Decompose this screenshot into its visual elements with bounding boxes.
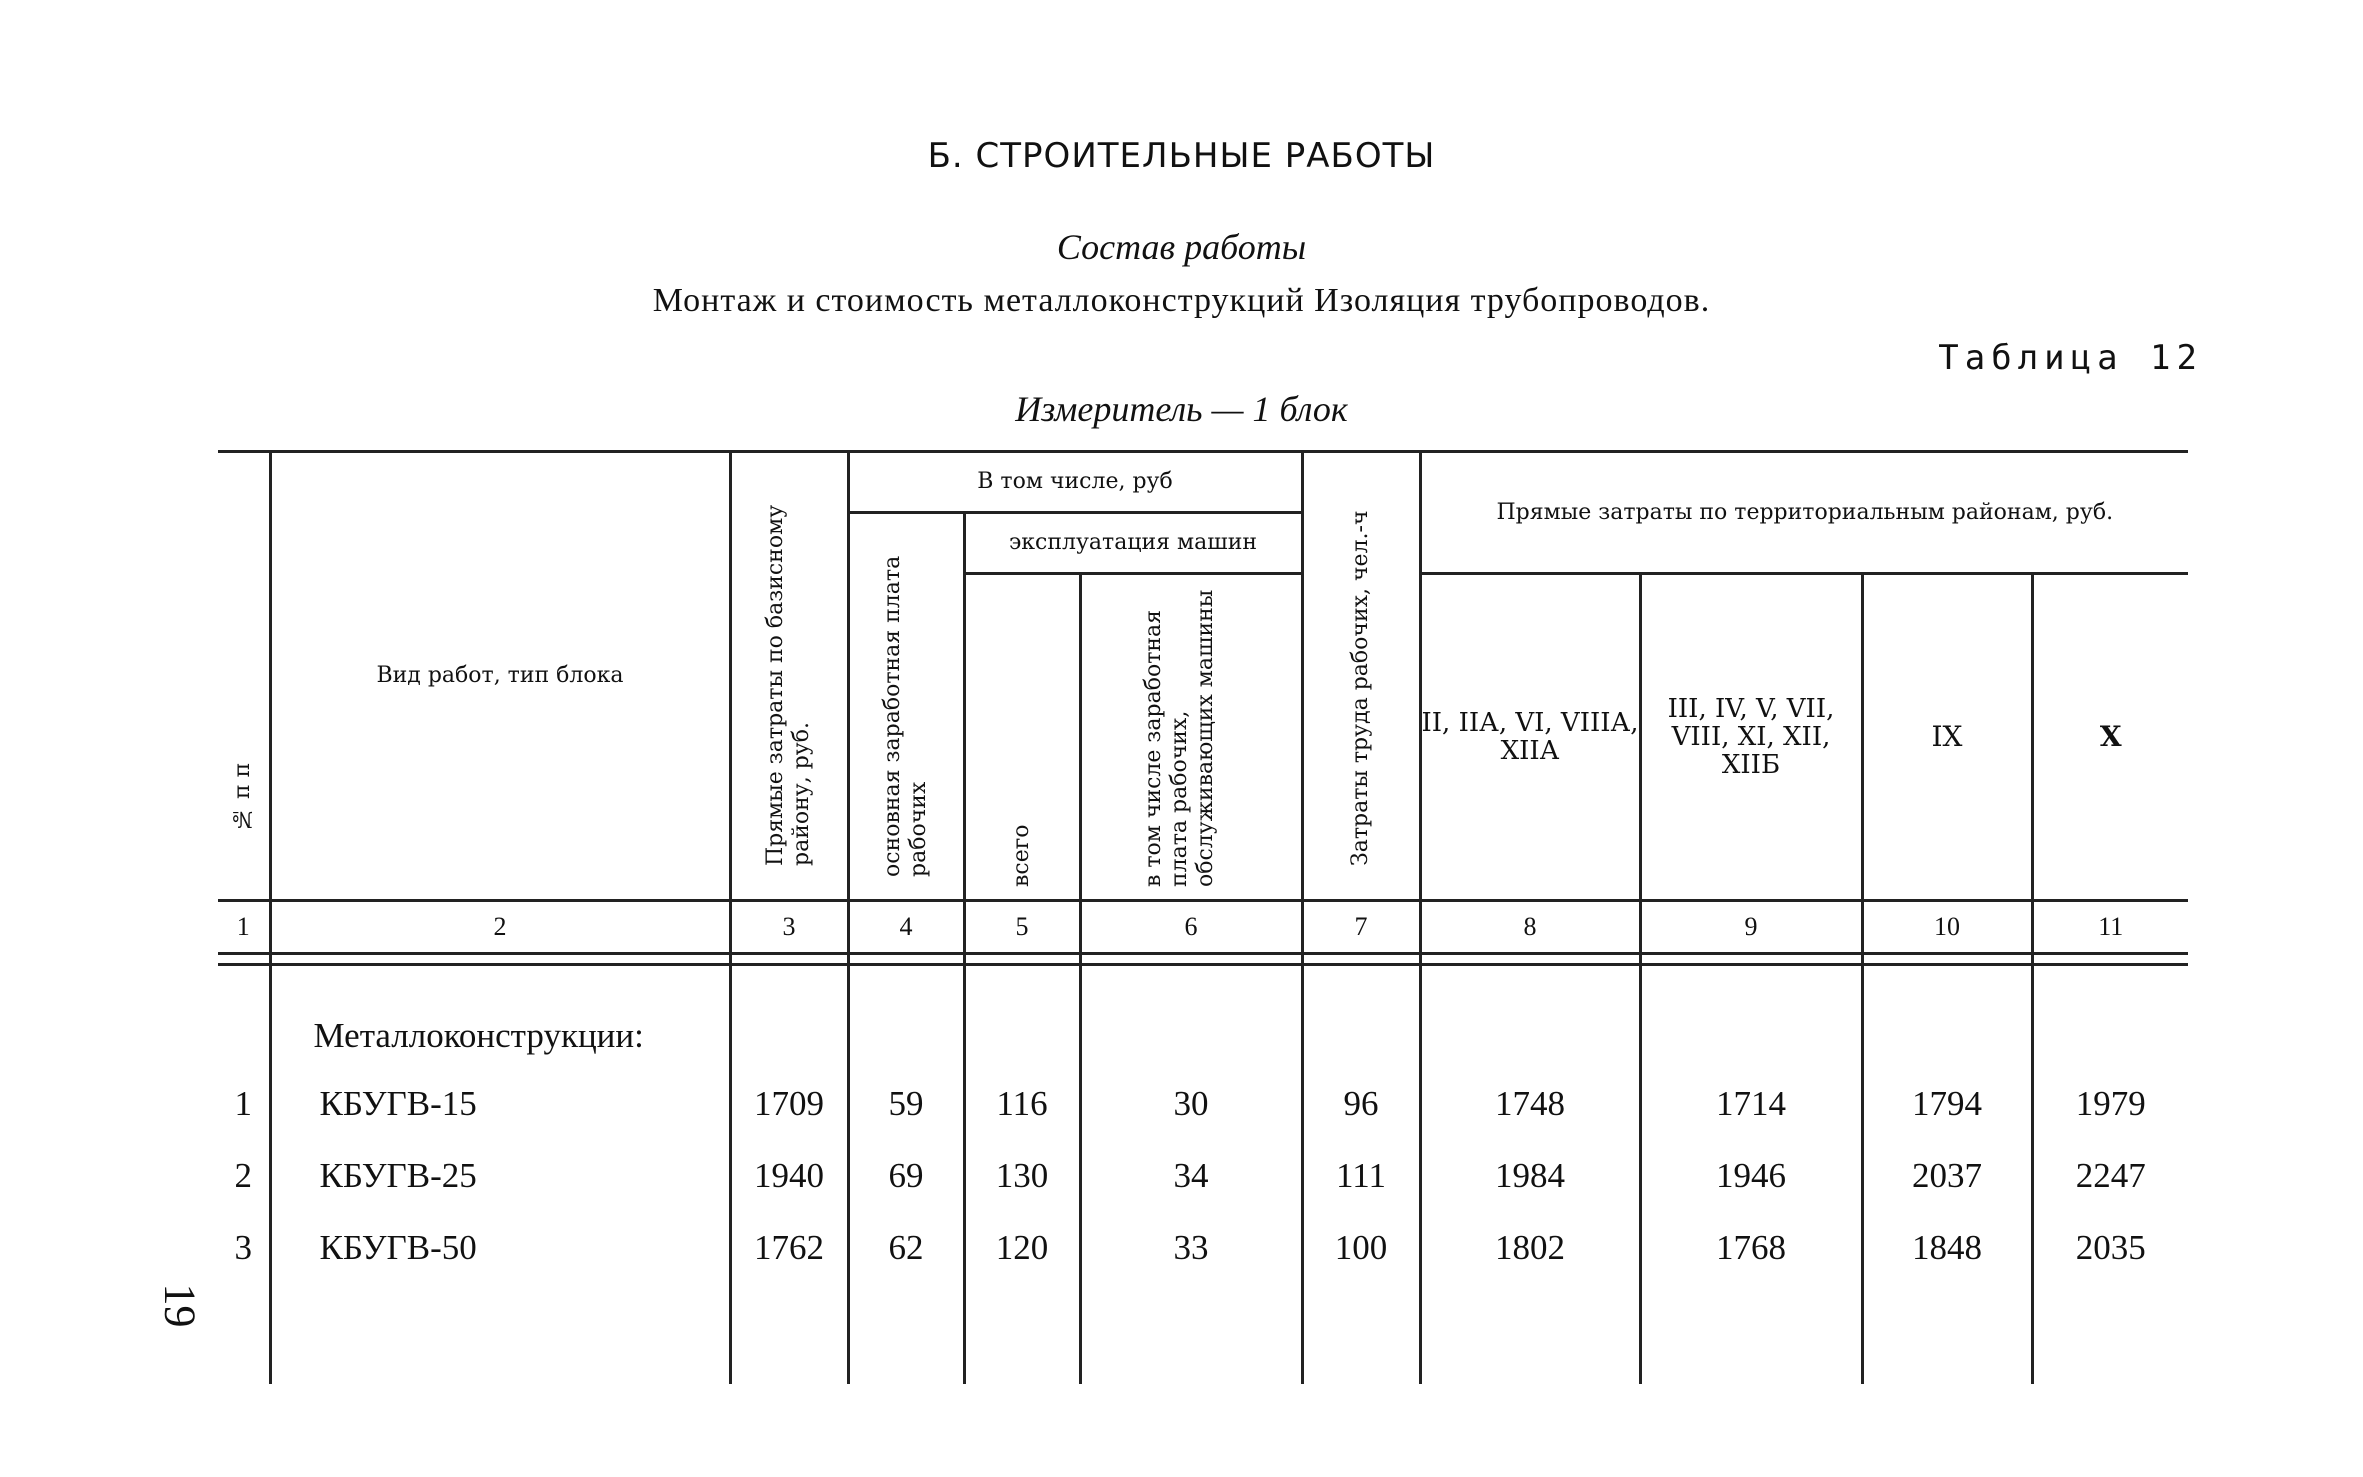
cell-labor: 100 — [1302, 1212, 1420, 1284]
cell-region-8: 1802 — [1420, 1212, 1640, 1284]
header-num: № п п — [218, 452, 270, 901]
cell-machines-total: 116 — [964, 1068, 1080, 1140]
cell-machines-total: 120 — [964, 1212, 1080, 1284]
column-numbers-row — [218, 901, 2188, 954]
table-label: Таблица 12 — [1938, 338, 2203, 378]
row-number: 2 — [234, 1156, 252, 1195]
column-number: 8 — [1420, 901, 1640, 954]
cell-region-11: 1979 — [2032, 1068, 2188, 1140]
row-number: 3 — [234, 1228, 252, 1267]
header-direct-base: Прямые затраты по базисному району, руб. — [730, 452, 848, 901]
block-type: КБУГВ-50 — [270, 1212, 730, 1284]
cell-machines-wage: 30 — [1080, 1068, 1302, 1140]
header-region-9: III, IV, V, VII, VIII, XI, XII, XIIБ — [1640, 574, 1862, 901]
group-label: Металлоконструкции: — [270, 965, 730, 1069]
cell-machines-wage: 34 — [1080, 1140, 1302, 1212]
measure-unit: Измеритель — 1 блок — [1015, 389, 1348, 429]
cell-labor: 96 — [1302, 1068, 1420, 1140]
table-row — [218, 1068, 2188, 1140]
page-number: 19 — [155, 1283, 205, 1328]
column-number: 1 — [218, 901, 270, 954]
column-number: 5 — [964, 901, 1080, 954]
cell-region-10: 2037 — [1862, 1140, 2032, 1212]
cell-region-8: 1984 — [1420, 1140, 1640, 1212]
column-number: 10 — [1862, 901, 2032, 954]
cell-region-9: 1714 — [1640, 1068, 1862, 1140]
cell-direct-base: 1709 — [730, 1068, 848, 1140]
cell-direct-base: 1762 — [730, 1212, 848, 1284]
header-region-10: IX — [1862, 574, 2032, 901]
header-regional: Прямые затраты по территориальным районам, руб. — [1420, 452, 2188, 574]
table-row — [218, 1212, 2188, 1284]
header-work-type: Вид работ, тип блока — [270, 452, 730, 901]
column-number: 6 — [1080, 901, 1302, 954]
composition-title: Состав работы — [1056, 227, 1307, 267]
column-number: 4 — [848, 901, 964, 954]
column-number: 3 — [730, 901, 848, 954]
cell-region-10: 1794 — [1862, 1068, 2032, 1140]
cell-region-8: 1748 — [1420, 1068, 1640, 1140]
cell-labor: 111 — [1302, 1140, 1420, 1212]
cell-base-wage: 59 — [848, 1068, 964, 1140]
table-row — [218, 1140, 2188, 1212]
column-number: 11 — [2032, 901, 2188, 954]
cell-region-10: 1848 — [1862, 1212, 2032, 1284]
cell-direct-base: 1940 — [730, 1140, 848, 1212]
column-number: 7 — [1302, 901, 1420, 954]
cost-table — [218, 450, 2188, 1384]
column-number: 9 — [1640, 901, 1862, 954]
block-type: КБУГВ-15 — [270, 1068, 730, 1140]
row-number: 1 — [234, 1084, 252, 1123]
group-row — [218, 965, 2188, 1069]
cell-base-wage: 62 — [848, 1212, 964, 1284]
work-description: Монтаж и стоимость металлоконструкций Изоляция трубопроводов. — [652, 282, 1711, 319]
header-including: В том числе, руб — [848, 452, 1302, 513]
block-type: КБУГВ-25 — [270, 1140, 730, 1212]
header-region-8: II, IIА, VI, VIIIА, XIIА — [1420, 574, 1640, 901]
cell-machines-wage: 33 — [1080, 1212, 1302, 1284]
header-machines: эксплуатация машин — [964, 513, 1302, 574]
header-labor: Затраты труда рабочих, чел.-ч — [1302, 452, 1420, 901]
header-machines-wage: в том числе заработная плата рабочих, обслуживающих машины — [1080, 574, 1302, 901]
cell-region-11: 2247 — [2032, 1140, 2188, 1212]
cell-region-11: 2035 — [2032, 1212, 2188, 1284]
header-base-wage: основная заработная плата рабочих — [848, 513, 964, 901]
column-number: 2 — [270, 901, 730, 954]
cell-machines-total: 130 — [964, 1140, 1080, 1212]
header-machines-total: всего — [964, 574, 1080, 901]
cell-region-9: 1946 — [1640, 1140, 1862, 1212]
section-title: Б. СТРОИТЕЛЬНЫЕ РАБОТЫ — [927, 136, 1436, 176]
cell-region-9: 1768 — [1640, 1212, 1862, 1284]
cell-base-wage: 69 — [848, 1140, 964, 1212]
header-region-11: X — [2032, 574, 2188, 901]
